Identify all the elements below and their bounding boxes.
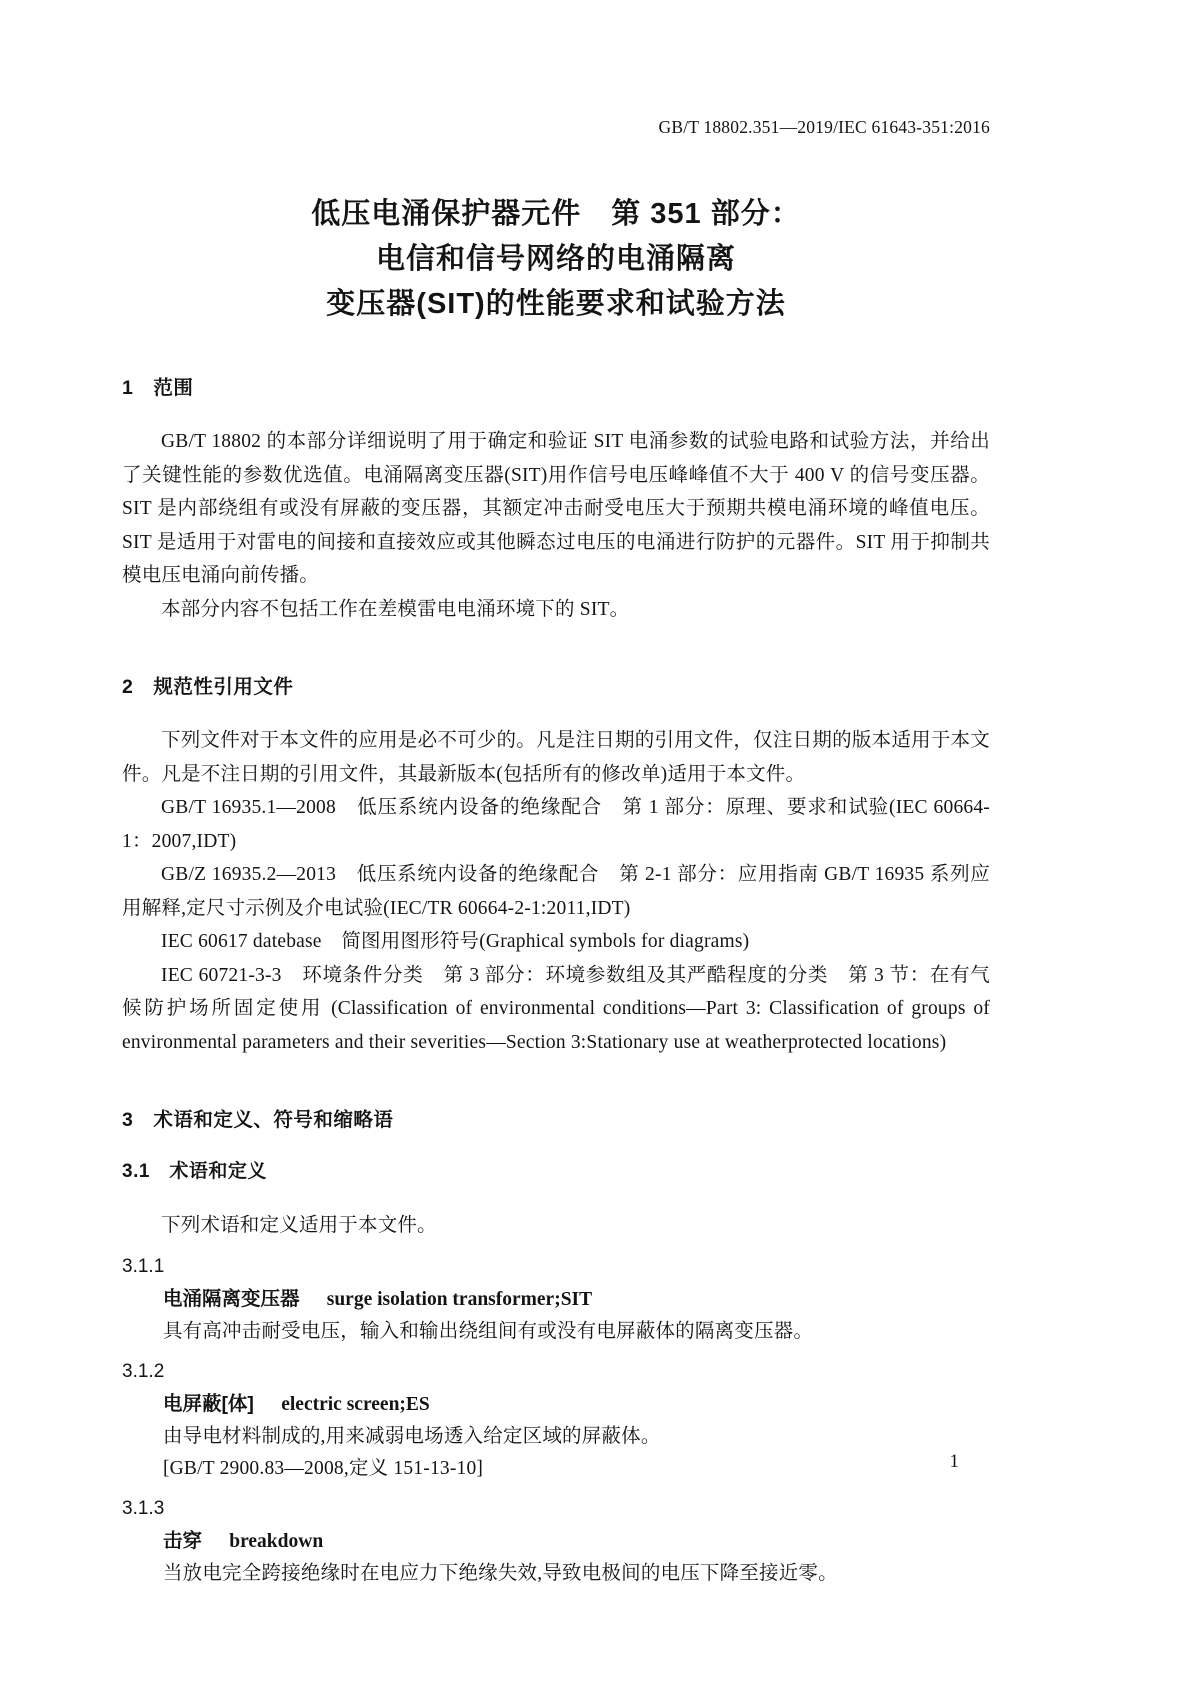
reference-entry: GB/Z 16935.2—2013 低压系统内设备的绝缘配合 第 2-1 部分：应用指南 GB/T 16935 系列应用解释,定尺寸示例及介电试验(IEC/TR 60664-2-1:2011,IDT) (122, 864, 990, 919)
term-english: surge isolation transformer;SIT (326, 1288, 593, 1310)
paragraph: 本部分内容不包括工作在差模雷电电涌环境下的 SIT。 (161, 598, 630, 620)
term-chinese: 电涌隔离变压器 (162, 1287, 300, 1310)
term-chinese: 击穿 (162, 1529, 202, 1552)
section-1-heading: 1 范围 (122, 377, 194, 399)
section-3-heading: 3 术语和定义、符号和缩略语 (122, 1109, 394, 1131)
term-number: 3.1.2 (122, 1360, 165, 1382)
title-line-2: 电信和信号网络的电涌隔离 (375, 243, 736, 275)
section-terms-definitions (122, 1107, 990, 1590)
term-source: [GB/T 2900.83—2008,定义 151-13-10] (162, 1457, 484, 1479)
section-3-1-body (122, 1209, 990, 1590)
term-english: electric screen;ES (281, 1393, 430, 1415)
document-title (122, 192, 990, 327)
term-chinese: 电屏蔽[体] (162, 1392, 254, 1415)
section-2-body (122, 724, 990, 1059)
term-number: 3.1.3 (122, 1497, 165, 1519)
term-heading (122, 1283, 990, 1316)
paragraph: 下列文件对于本文件的应用是必不可少的。凡是注日期的引用文件，仅注日期的版本适用于本文件。凡是不注日期的引用文件，其最新版本(包括所有的修改单)适用于本文件。 (122, 730, 990, 785)
term-definition: 具有高冲击耐受电压，输入和输出绕组间有或没有电屏蔽体的隔离变压器。 (162, 1320, 814, 1342)
title-line-1: 低压电涌保护器元件 第 351 部分： (311, 198, 801, 230)
term-number: 3.1.1 (122, 1255, 165, 1277)
reference-entry: IEC 60617 datebase 简图用图形符号(Graphical symbols for diagrams) (161, 931, 750, 952)
term-definition: 当放电完全跨接绝缘时在电应力下绝缘失效,导致电极间的电压下降至接近零。 (162, 1562, 838, 1584)
reference-entry: IEC 60721-3-3 环境条件分类 第 3 部分：环境参数组及其严酷程度的分类 第 3 节：在有气候防护场所固定使用 (Classification of environmental conditions—Part 3: Classification of groups of environmental parameters and their severities—Section 3:Stationary use at weatherprotected locations) (122, 964, 990, 1053)
title-line-3: 变压器(SIT)的性能要求和试验方法 (326, 288, 786, 320)
section-scope (122, 375, 990, 626)
term-definition: 由导电材料制成的,用来减弱电场透入给定区域的屏蔽体。 (162, 1425, 661, 1447)
section-normative-references (122, 674, 990, 1059)
paragraph: GB/T 18802 的本部分详细说明了用于确定和验证 SIT 电涌参数的试验电路和试验方法，并给出了关键性能的参数优选值。电涌隔离变压器(SIT)用作信号电压峰峰值不大于 400 V 的信号变压器。SIT 是内部绕组有或没有屏蔽的变压器，其额定冲击耐受电压大于预期共模电涌环境的峰值电压。SIT 是适用于对雷电的间接和直接效应或其他瞬态过电压的电涌进行防护的元器件。SIT 用于抑制共模电压电涌向前传播。 (122, 431, 990, 586)
term-heading (122, 1388, 990, 1421)
term-heading (122, 1525, 990, 1558)
term-english: breakdown (229, 1530, 324, 1552)
term-entry-3-1-2 (122, 1356, 990, 1485)
page-number: 1 (949, 1451, 959, 1472)
section-3-1-heading: 3.1 术语和定义 (122, 1161, 267, 1182)
term-entry-3-1-3 (122, 1493, 990, 1590)
paragraph: 下列术语和定义适用于本文件。 (161, 1215, 437, 1236)
doc-number: GB/T 18802.351—2019/IEC 61643-351:2016 (658, 117, 990, 137)
section-2-heading: 2 规范性引用文件 (122, 676, 294, 698)
term-entry-3-1-1 (122, 1251, 990, 1348)
section-1-body (122, 425, 990, 626)
reference-entry: GB/T 16935.1—2008 低压系统内设备的绝缘配合 第 1 部分：原理、要求和试验(IEC 60664-1：2007,IDT) (122, 797, 990, 852)
